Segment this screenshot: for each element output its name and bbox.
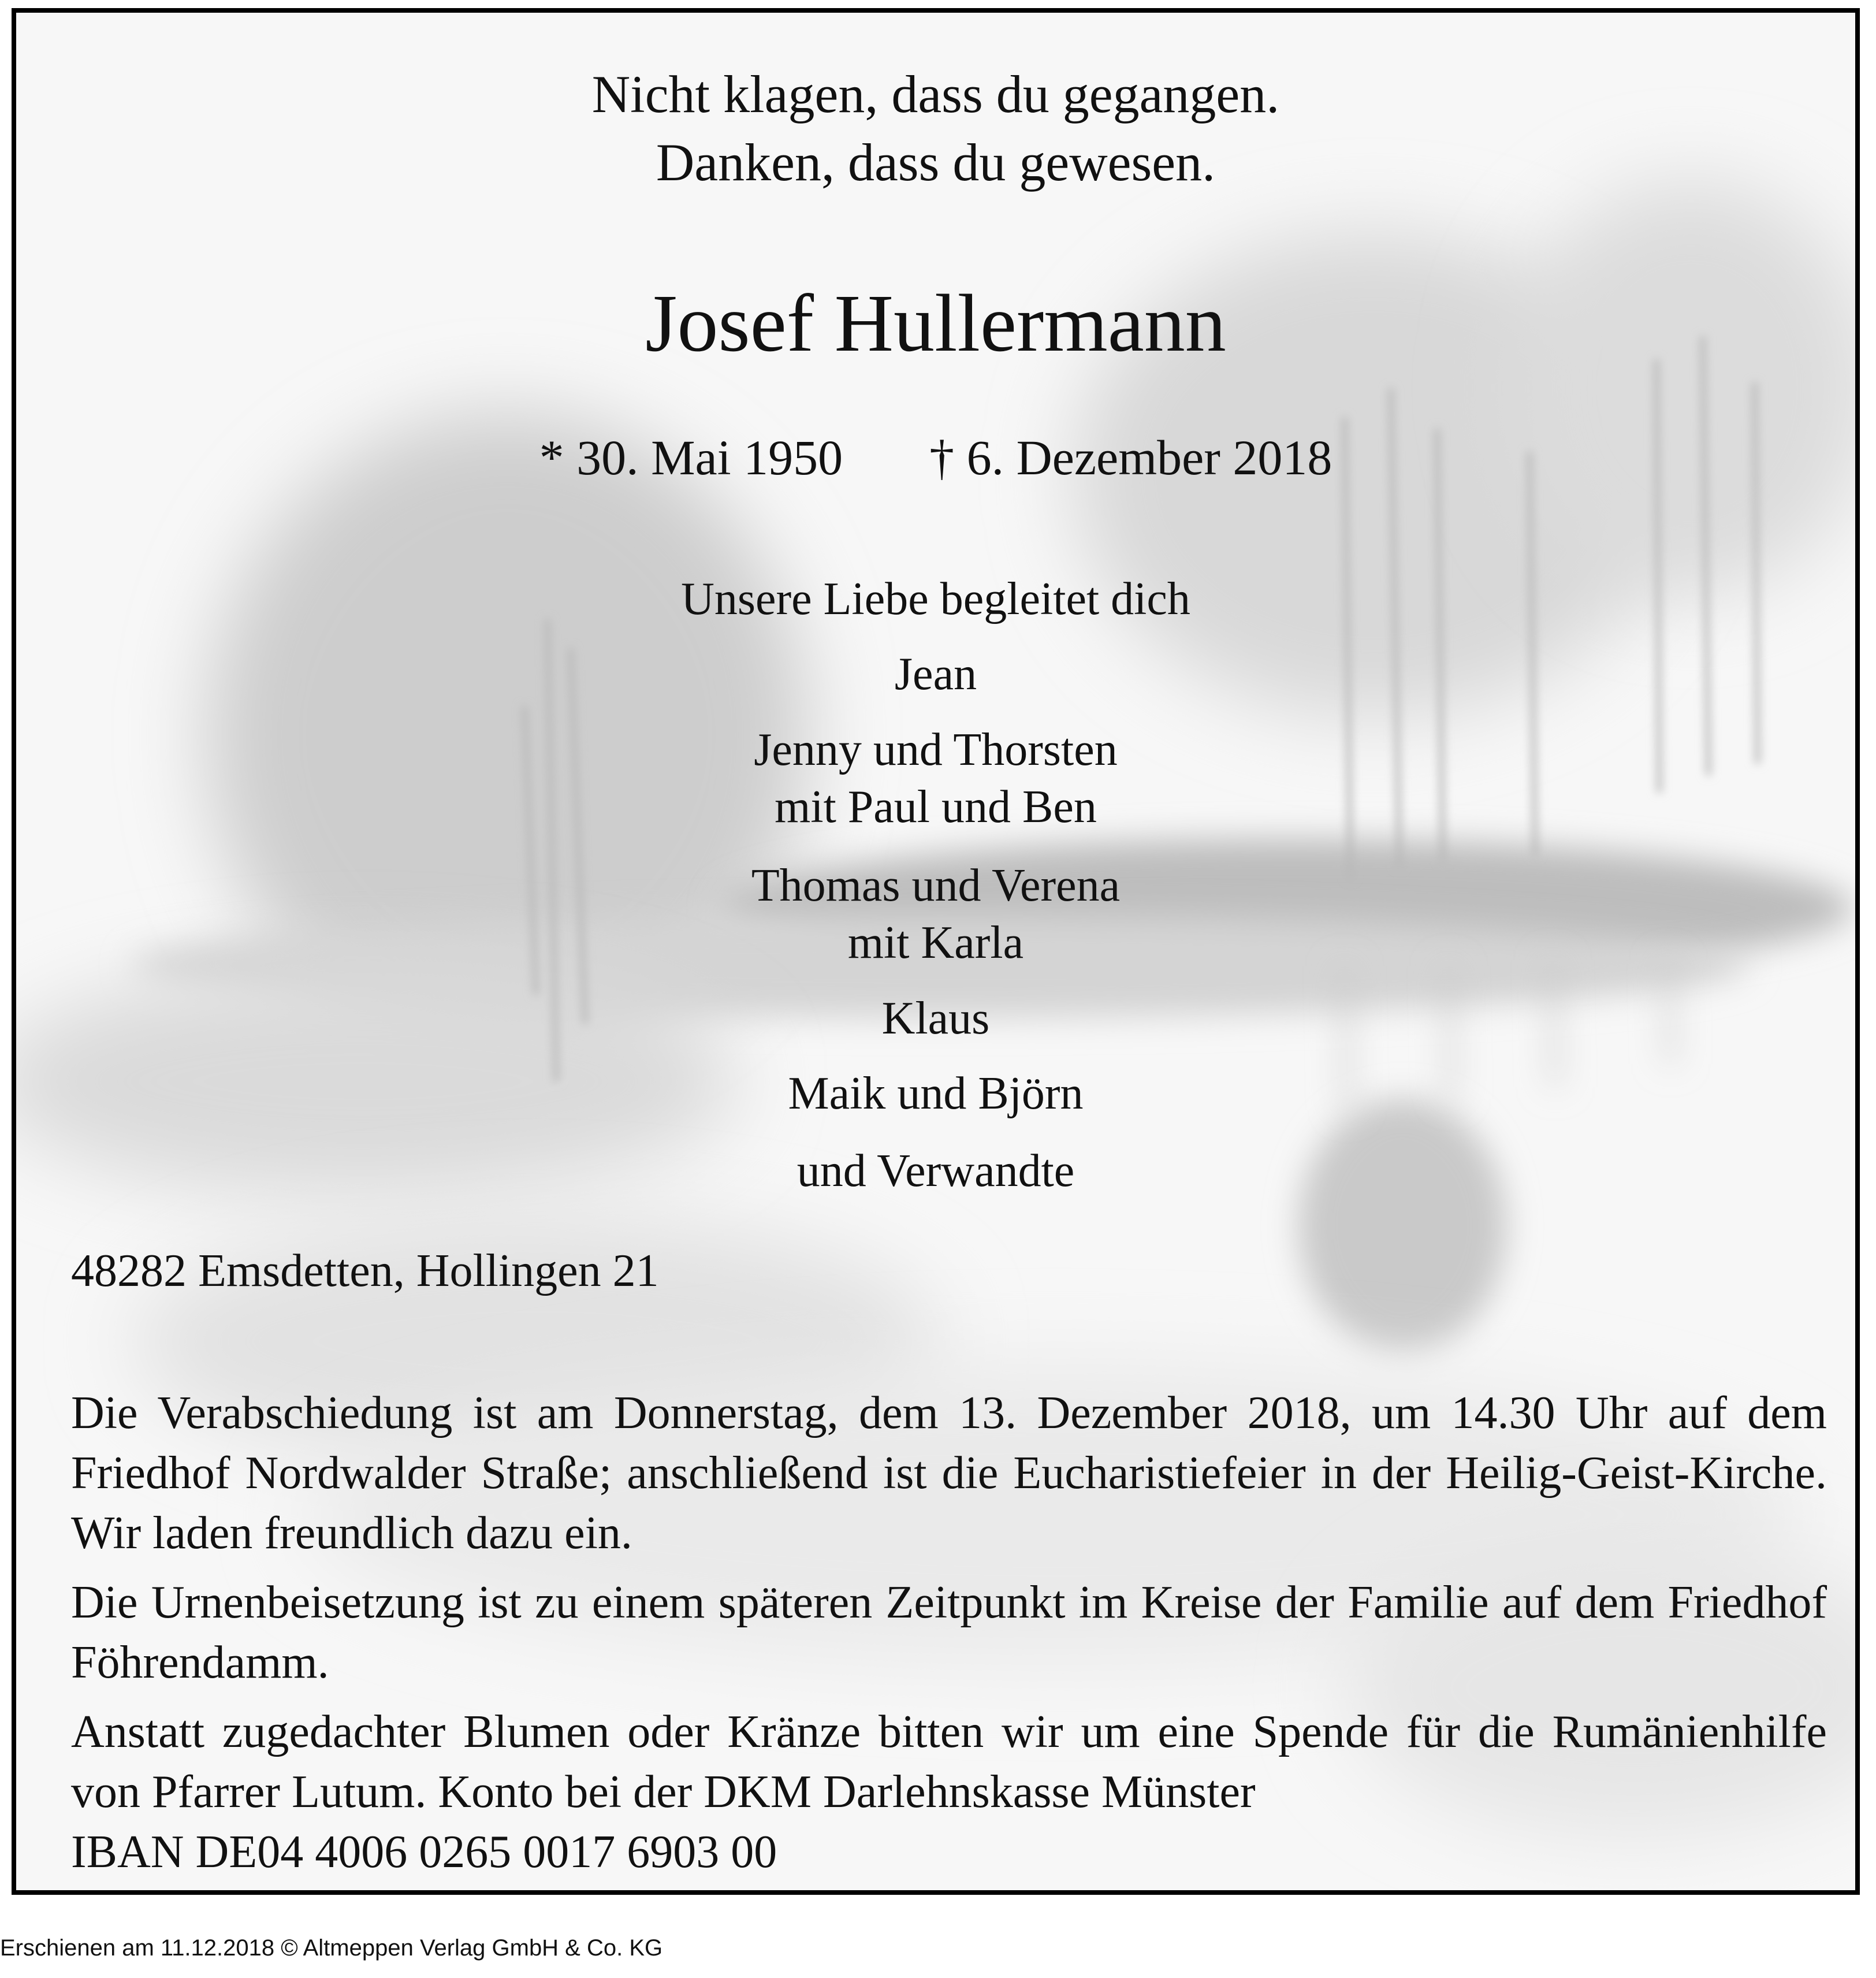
address: 48282 Emsdetten, Hollingen 21 <box>71 1245 659 1296</box>
quote-line-1: Nicht klagen, dass du gegangen. <box>591 65 1280 124</box>
mourner-line: mit Karla <box>847 917 1024 968</box>
death-date: † 6. Dezember 2018 <box>929 430 1332 485</box>
birth-date: * 30. Mai 1950 <box>539 430 843 485</box>
deceased-name: Josef Hullermann <box>645 277 1226 369</box>
mourner-line: Thomas und Verena <box>751 860 1121 911</box>
mourner-line: Jenny und Thorsten <box>754 724 1118 775</box>
mourner-line: Jean <box>894 649 977 700</box>
mourner-line: Klaus <box>881 993 990 1044</box>
mourner-line: und Verwandte <box>796 1146 1075 1196</box>
quote-line-2: Danken, dass du gewesen. <box>656 133 1216 192</box>
urn-burial-paragraph: Die Urnenbeisetzung ist zu einem späteren Zeitpunkt im Kreise der Familie auf dem Friedhof Föhrendamm. <box>71 1577 1827 1688</box>
donation-paragraph: Anstatt zugedachter Blumen oder Kränze bitten wir um eine Spende für die Rumänienhilfe von Pfarrer Lutum. Konto bei der DKM Darlehnskasse Münster <box>71 1706 1827 1817</box>
notice-content <box>16 13 1855 1890</box>
obituary-notice <box>12 8 1860 1895</box>
iban-line: IBAN DE04 4006 0265 0017 6903 00 <box>71 1827 777 1877</box>
life-dates <box>16 429 1855 486</box>
mourner-line: mit Paul und Ben <box>775 782 1097 832</box>
farewell-paragraph: Die Verabschiedung ist am Donnerstag, dem 13. Dezember 2018, um 14.30 Uhr auf dem Friedhof Nordwalder Straße; anschließend ist die Eucharistiefeier in der Heilig-Geist-Kirche. Wir laden freundlich dazu ein. <box>71 1388 1827 1559</box>
publication-footer: Erschienen am 11.12.2018 © Altmeppen Verlag GmbH & Co. KG <box>0 1935 663 1961</box>
mourner-line: Maik und Björn <box>788 1068 1084 1119</box>
mourners-intro: Unsere Liebe begleitet dich <box>681 574 1190 624</box>
